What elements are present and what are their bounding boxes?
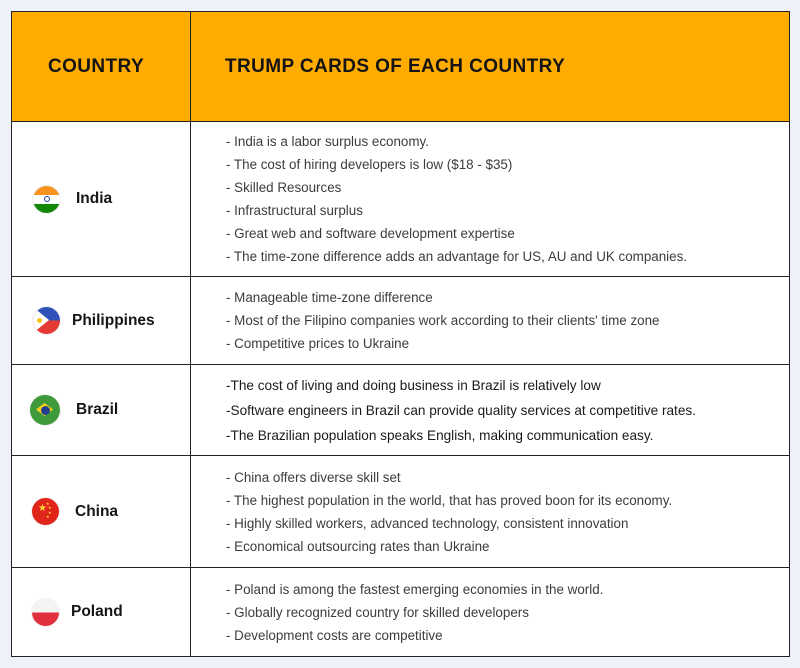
points-cell [191,456,790,568]
china-flag-icon: ★ ★ ★ ★ ★ [32,498,59,525]
header-trump-cards: TRUMP CARDS OF EACH COUNTRY [191,12,790,122]
list-item: -Software engineers in Brazil can provide quality services at competitive rates. [226,402,696,418]
table-row [12,122,790,277]
list-item: - Economical outsourcing rates than Ukraine [226,538,490,554]
list-item: - Great web and software development expertise [226,226,515,241]
poland-flag-icon [32,599,59,626]
country-name: India [76,190,113,207]
list-item: - The cost of hiring developers is low ($18 - $35) [226,157,513,172]
points-list [191,286,789,355]
country-name: Poland [71,603,123,620]
list-item: -The Brazilian population speaks English, making communication easy. [226,427,654,443]
country-name: China [75,502,119,520]
list-item: - The time-zone difference adds an advantage for US, AU and UK companies. [226,249,688,264]
points-list [191,466,789,558]
comparison-table [11,11,790,657]
country-cell [12,365,191,456]
list-item: - Infrastructural surplus [226,203,363,218]
brazil-flag-icon [30,395,60,425]
points-cell [191,277,790,365]
points-cell [191,568,790,657]
points-list [191,130,789,268]
list-item: - Manageable time-zone difference [226,290,433,305]
points-cell [191,365,790,456]
philippines-flag-icon [33,307,60,334]
country-cell [12,568,191,657]
india-flag-icon [33,186,60,213]
header-country: COUNTRY [12,12,191,122]
country-cell [12,277,191,365]
table-row [12,365,790,456]
country-cell [12,122,191,277]
table-header-row [12,12,790,122]
list-item: - Skilled Resources [226,180,342,195]
points-list [191,373,789,448]
country-cell [12,456,191,568]
list-item: -The cost of living and doing business in Brazil is relatively low [226,377,601,393]
list-item: - Most of the Filipino companies work according to their clients' time zone [226,313,660,328]
list-item: - Poland is among the fastest emerging economies in the world. [226,581,604,597]
list-item: - Competitive prices to Ukraine [226,336,410,351]
list-item: - Highly skilled workers, advanced technology, consistent innovation [226,515,629,531]
list-item: - The highest population in the world, that has proved boon for its economy. [226,492,673,508]
table-row [12,277,790,365]
country-name: Philippines [72,311,155,329]
list-item: - China offers diverse skill set [226,469,401,485]
table-row [12,568,790,657]
points-list [191,578,789,647]
list-item: - Globally recognized country for skilled developers [226,604,529,620]
list-item: - Development costs are competitive [226,627,443,643]
table-row [12,456,790,568]
list-item: - India is a labor surplus economy. [226,134,429,149]
country-name: Brazil [76,401,119,418]
points-cell [191,122,790,277]
